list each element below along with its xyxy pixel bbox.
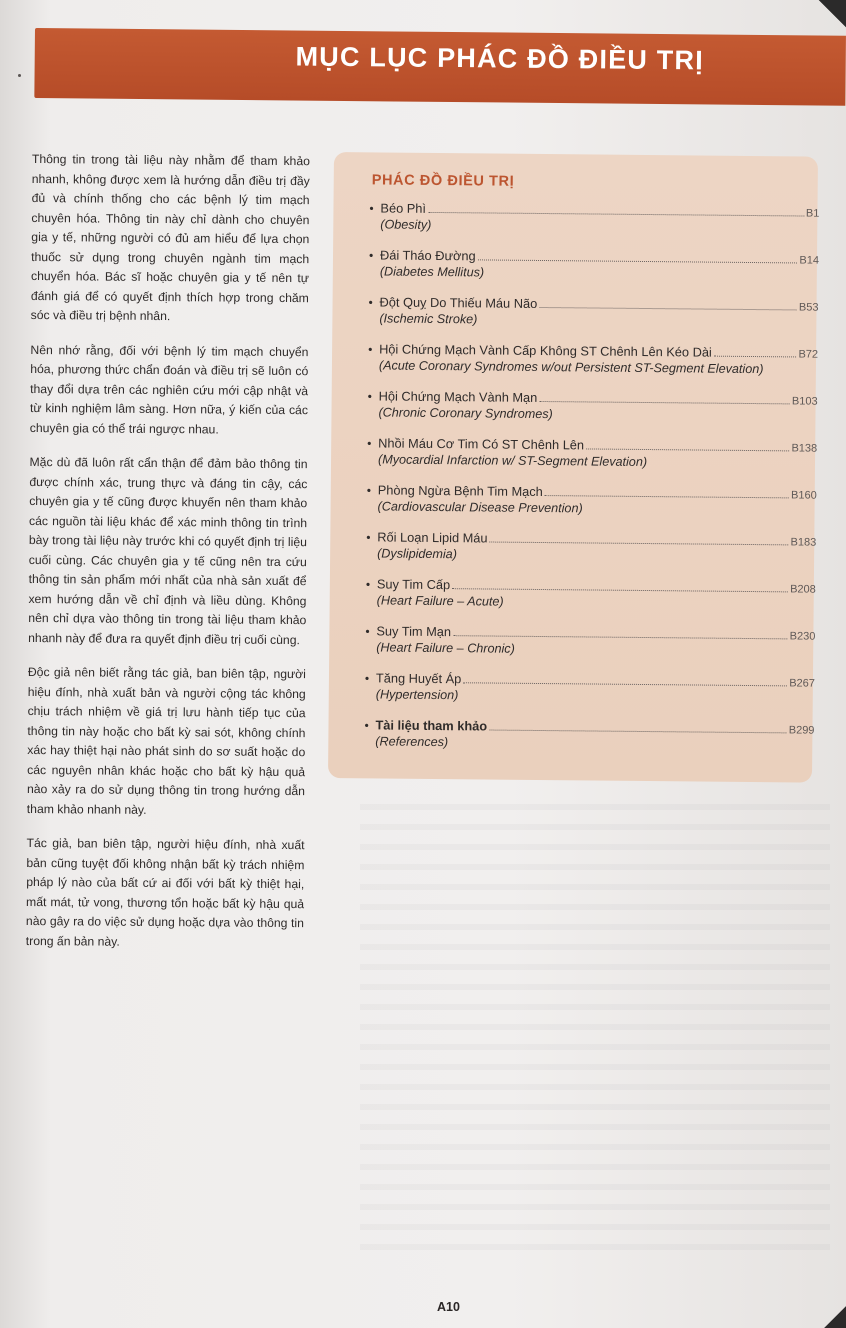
toc-item-subtitle: (Dyslipidemia)	[377, 546, 457, 562]
toc-item-page: B299	[788, 724, 815, 737]
disclaimer-paragraph: Thông tin trong tài liệu này nhằm để tham khảo nhanh, không được xem là hướng dẫn điều trị đầy đủ và chính thống cho các bệnh lý tim mạch chuyên hóa. Thông tin này chỉ dành cho chuyên gia y tế, những người có đủ am hiểu để lựa chọn thuốc sử dụng trong chuyên ngành tim mạch chuyển hóa. Bác sĩ hoặc chuyên gia y tế nên tự đánh giá để có quyết định thích hợp trong chăm sóc và điều trị bệnh nhân.	[30, 151, 310, 324]
disclaimer-paragraph: Nên nhớ rằng, đối với bệnh lý tim mạch chuyển hóa, phương thức chẩn đoán và điều trị sẽ luôn có thay đổi dựa trên các nghiên cứu mới cập nhật và từ kinh nghiệm lâm sàng. Hơn nữa, ý kiến của các chuyên gia có thể trái ngược nhau.	[29, 342, 309, 436]
bullet-icon: •	[364, 671, 370, 686]
dot-leader	[539, 306, 797, 310]
show-through-text	[360, 790, 830, 1260]
margin-dot	[18, 74, 21, 77]
toc-item-stemi[interactable]	[367, 432, 817, 483]
toc-item-page: B138	[791, 442, 818, 455]
dot-leader	[453, 634, 788, 639]
toc-item-page: B267	[789, 677, 815, 690]
disclaimer-paragraph: Mặc dù đã luôn rất cẩn thận để đảm bảo thông tin được chính xác, trung thực và đáng tin cậy, các chuyên gia y tế cũng được khuyến nên tham khảo các nguồn tài liệu khác để xác minh thông tin trình bày trong tài liệu này trước khi có quyết định trị liệu cuối cùng. Các chuyên gia y tế cũng nên tra cứu thông tin sản phẩm mới nhất của nhà sản xuất để xem hướng dẫn về chỉ định và liều dùng. Không nên chỉ dựa vào thông tin trong tài liệu tham khảo nhanh này để đưa ra quyết định điều trị cuối cùng.	[28, 454, 308, 647]
toc-item-obesity[interactable]	[369, 197, 819, 248]
page-corner-shadow-bottom	[822, 1298, 846, 1328]
toc-item-page: B183	[790, 536, 817, 549]
toc-item-title: Hội Chứng Mạch Vành Mạn	[378, 388, 538, 405]
toc-item-dyslipidemia[interactable]	[366, 526, 816, 577]
toc-item-subtitle: (References)	[375, 734, 449, 750]
toc-item-page: B103	[791, 395, 818, 408]
dot-leader	[478, 258, 798, 263]
toc-item-title: Hội Chứng Mạch Vành Cấp Không ST Chênh Lên Kéo Dài	[379, 341, 712, 360]
dot-leader	[714, 355, 797, 358]
toc-item-subtitle: (Heart Failure – Chronic)	[376, 640, 515, 656]
toc-item-title: Suy Tim Cấp	[376, 576, 451, 593]
toc-item-subtitle: (Hypertension)	[375, 687, 459, 703]
toc-item-hypertension[interactable]	[365, 667, 815, 718]
toc-item-stroke[interactable]	[368, 291, 818, 342]
toc-item-page: B208	[790, 583, 816, 596]
toc-item-subtitle: (Ischemic Stroke)	[379, 311, 478, 327]
toc-item-subtitle: (Chronic Coronary Syndromes)	[378, 405, 553, 422]
toc-panel	[328, 152, 818, 783]
disclaimer-paragraph: Tác giả, ban biên tập, người hiệu đính, nhà xuất bản cũng tuyệt đối không nhận bất kỳ trách nhiệm pháp lý nào của bất cứ ai đối với bất kỳ thiệt hại, mất mát, tử vong, thương tổn hoặc bất kỳ hậu quả nào gây ra do việc sử dụng hoặc dựa vào thông tin trong ấn bản này.	[25, 835, 305, 949]
bullet-icon: •	[368, 342, 373, 357]
bullet-icon: •	[369, 201, 374, 216]
bullet-icon: •	[367, 436, 372, 451]
dot-leader	[428, 211, 804, 217]
toc-item-subtitle: (Diabetes Mellitus)	[379, 264, 485, 280]
page-title: MỤC LỤC PHÁC ĐỒ ĐIỀU TRỊ	[295, 41, 705, 76]
toc-list	[364, 197, 819, 765]
toc-item-title: Suy Tim Mạn	[376, 623, 452, 640]
toc-item-title: Nhồi Máu Cơ Tim Có ST Chênh Lên	[378, 435, 585, 453]
toc-item-subtitle: (Acute Coronary Syndromes w/out Persistent ST-Segment Elevation)	[378, 358, 764, 377]
toc-item-title: Rối Loạn Lipid Máu	[377, 529, 488, 546]
toc-item-title: Tài liệu tham khảo	[375, 717, 488, 734]
toc-item-title: Đột Quỵ Do Thiếu Máu Não	[379, 294, 538, 311]
bullet-icon: •	[368, 248, 374, 263]
disclaimer-paragraph: Độc giả nên biết rằng tác giả, ban biên tập, người hiệu đính, nhà xuất bản và người cộng tác không chịu trách nhiệm về giá trị lưu hành tiếp tục của thông tin này hoặc cho bất kỳ sai sót, không chính xác hay thiệt hại nào phát sinh do sơ suất hoặc do các nguyên nhân khác hoặc cho bất kỳ hậu quả nào xảy ra do sử dụng thông tin trong hướng dẫn tham khảo nhanh này.	[26, 664, 306, 817]
bullet-icon: •	[368, 295, 373, 310]
toc-item-acs-nste[interactable]	[368, 338, 818, 389]
toc-item-page: B160	[790, 489, 817, 502]
dot-leader	[452, 587, 788, 592]
toc-item-title: Tăng Huyết Áp	[375, 670, 462, 687]
toc-item-subtitle: (Heart Failure – Acute)	[376, 593, 504, 609]
bullet-icon: •	[365, 624, 370, 639]
bullet-icon: •	[367, 389, 372, 404]
toc-item-heart-failure-chronic[interactable]	[365, 620, 815, 671]
toc-item-page: B53	[798, 301, 819, 314]
toc-item-page: B1	[805, 207, 820, 220]
toc-item-subtitle: (Obesity)	[380, 217, 432, 232]
bullet-icon: •	[365, 577, 371, 592]
dot-leader	[545, 494, 789, 498]
dot-leader	[490, 541, 789, 546]
toc-item-diabetes[interactable]	[369, 244, 819, 295]
toc-item-title: Đái Tháo Đường	[379, 247, 476, 264]
bullet-icon: •	[364, 718, 369, 733]
toc-item-page: B230	[789, 630, 816, 643]
toc-heading: PHÁC ĐỒ ĐIỀU TRỊ	[371, 172, 515, 190]
dot-leader	[539, 400, 790, 404]
dot-leader	[463, 681, 787, 686]
toc-item-title: Phòng Ngừa Bệnh Tim Mạch	[377, 482, 543, 500]
toc-item-heart-failure-acute[interactable]	[366, 573, 816, 624]
toc-item-page: B14	[799, 254, 820, 267]
toc-item-cvd-prevention[interactable]	[366, 479, 816, 530]
page-number: A10	[437, 1300, 460, 1314]
toc-item-references[interactable]	[364, 714, 814, 765]
page-corner-shadow	[816, 0, 846, 30]
toc-item-subtitle: (Cardiovascular Disease Prevention)	[377, 499, 583, 516]
toc-item-chronic-coronary[interactable]	[367, 385, 817, 436]
toc-item-page: B72	[798, 348, 819, 361]
title-banner	[34, 28, 846, 106]
dot-leader	[586, 447, 789, 451]
dot-leader	[489, 729, 787, 734]
bullet-icon: •	[366, 530, 371, 545]
toc-item-subtitle: (Myocardial Infarction w/ ST-Segment Elevation)	[377, 452, 648, 470]
bullet-icon: •	[366, 483, 372, 498]
toc-item-title: Béo Phì	[380, 200, 427, 216]
disclaimer-column	[26, 150, 310, 968]
